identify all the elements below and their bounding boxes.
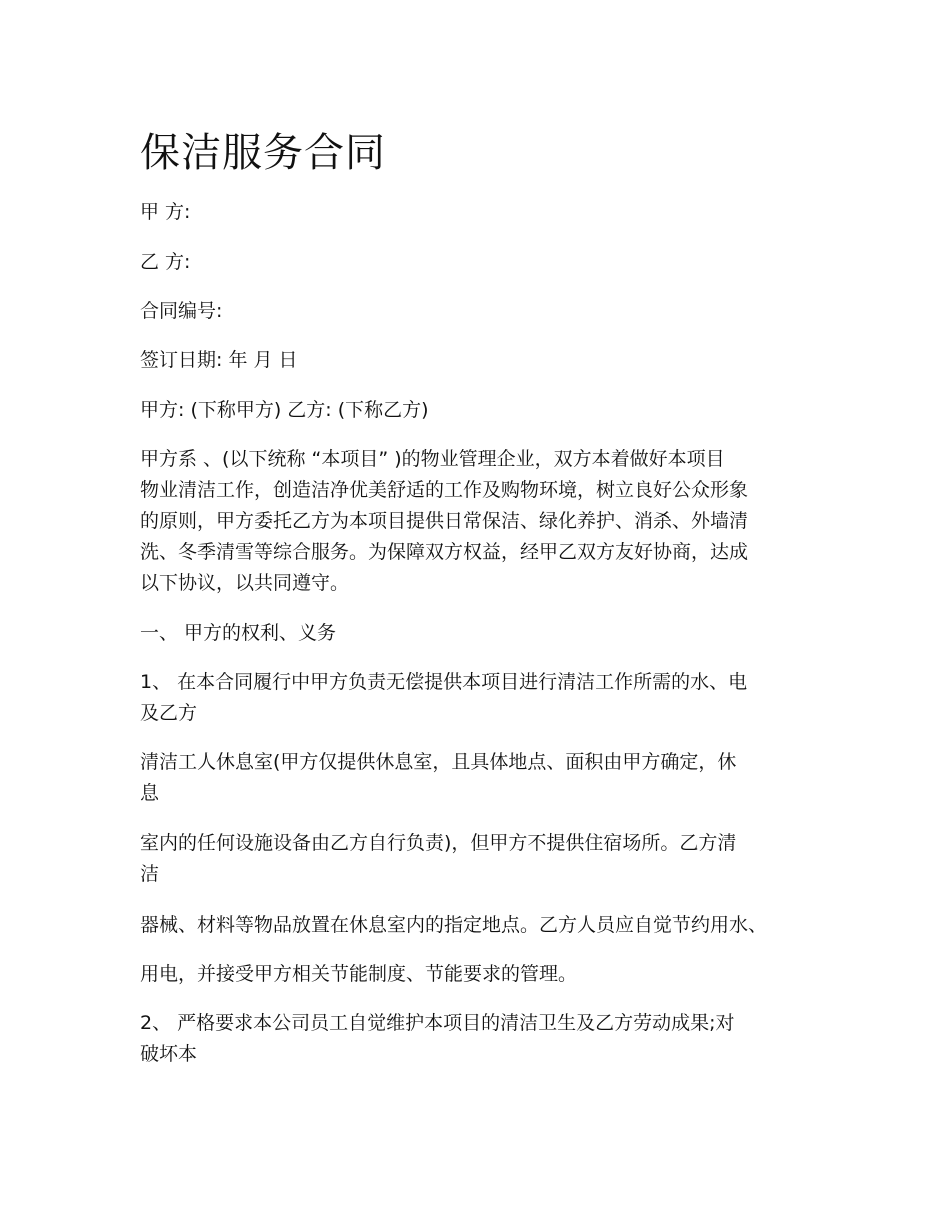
document-title: 保洁服务合同 — [140, 130, 386, 176]
sign-date-field: 签订日期: 年 月 日 — [140, 349, 298, 371]
party-b-field: 乙 方: — [140, 251, 191, 273]
clause-1-continuation: 用电，并接受甲方相关节能制度、节能要求的管理。 — [140, 963, 578, 985]
clause-line: 清洁工人休息室(甲方仅提供休息室，且具体地点、面积由甲方确定，休 — [140, 751, 737, 773]
clause-line: 息 — [140, 782, 160, 804]
clause-line: 室内的任何设施设备由乙方自行负责)，但甲方不提供住宿场所。乙方清 — [140, 832, 737, 854]
section-heading: 一、 甲方的权利、义务 — [140, 622, 337, 644]
clause-line: 洁 — [140, 863, 160, 885]
preamble-line: 以下协议，以共同遵守。 — [140, 572, 350, 594]
clause-2 — [140, 1008, 735, 1070]
parties-intro: 甲方: (下称甲方) 乙方: (下称乙方) — [140, 399, 429, 421]
clause-1-continuation — [140, 747, 736, 809]
clause-line: 1、 在本合同履行中甲方负责无偿提供本项目进行清洁工作所需的水、电 — [140, 671, 748, 693]
clause-line: 及乙方 — [140, 702, 198, 724]
clause-line: 破坏本 — [140, 1043, 198, 1065]
clause-1-continuation — [140, 828, 736, 890]
preamble-line: 物业清洁工作，创造洁净优美舒适的工作及购物环境，树立良好公众形象 — [140, 479, 749, 501]
clause-line: 2、 严格要求本公司员工自觉维护本项目的清洁卫生及乙方劳动成果;对 — [140, 1012, 735, 1034]
clause-1-continuation: 器械、材料等物品放置在休息室内的指定地点。乙方人员应自觉节约用水、 — [140, 914, 768, 936]
preamble-line: 洗、冬季清雪等综合服务。为保障双方权益，经甲乙双方友好协商，达成 — [140, 541, 749, 563]
contract-number-field: 合同编号: — [140, 300, 223, 322]
party-a-field: 甲 方: — [140, 201, 191, 223]
clause-1 — [140, 667, 747, 729]
preamble-paragraph — [140, 444, 748, 599]
preamble-line: 的原则，甲方委托乙方为本项目提供日常保洁、绿化养护、消杀、外墙清 — [140, 510, 749, 532]
preamble-line: 甲方系 、(以下统称 “本项目” )的物业管理企业，双方本着做好本项目 — [140, 448, 725, 470]
